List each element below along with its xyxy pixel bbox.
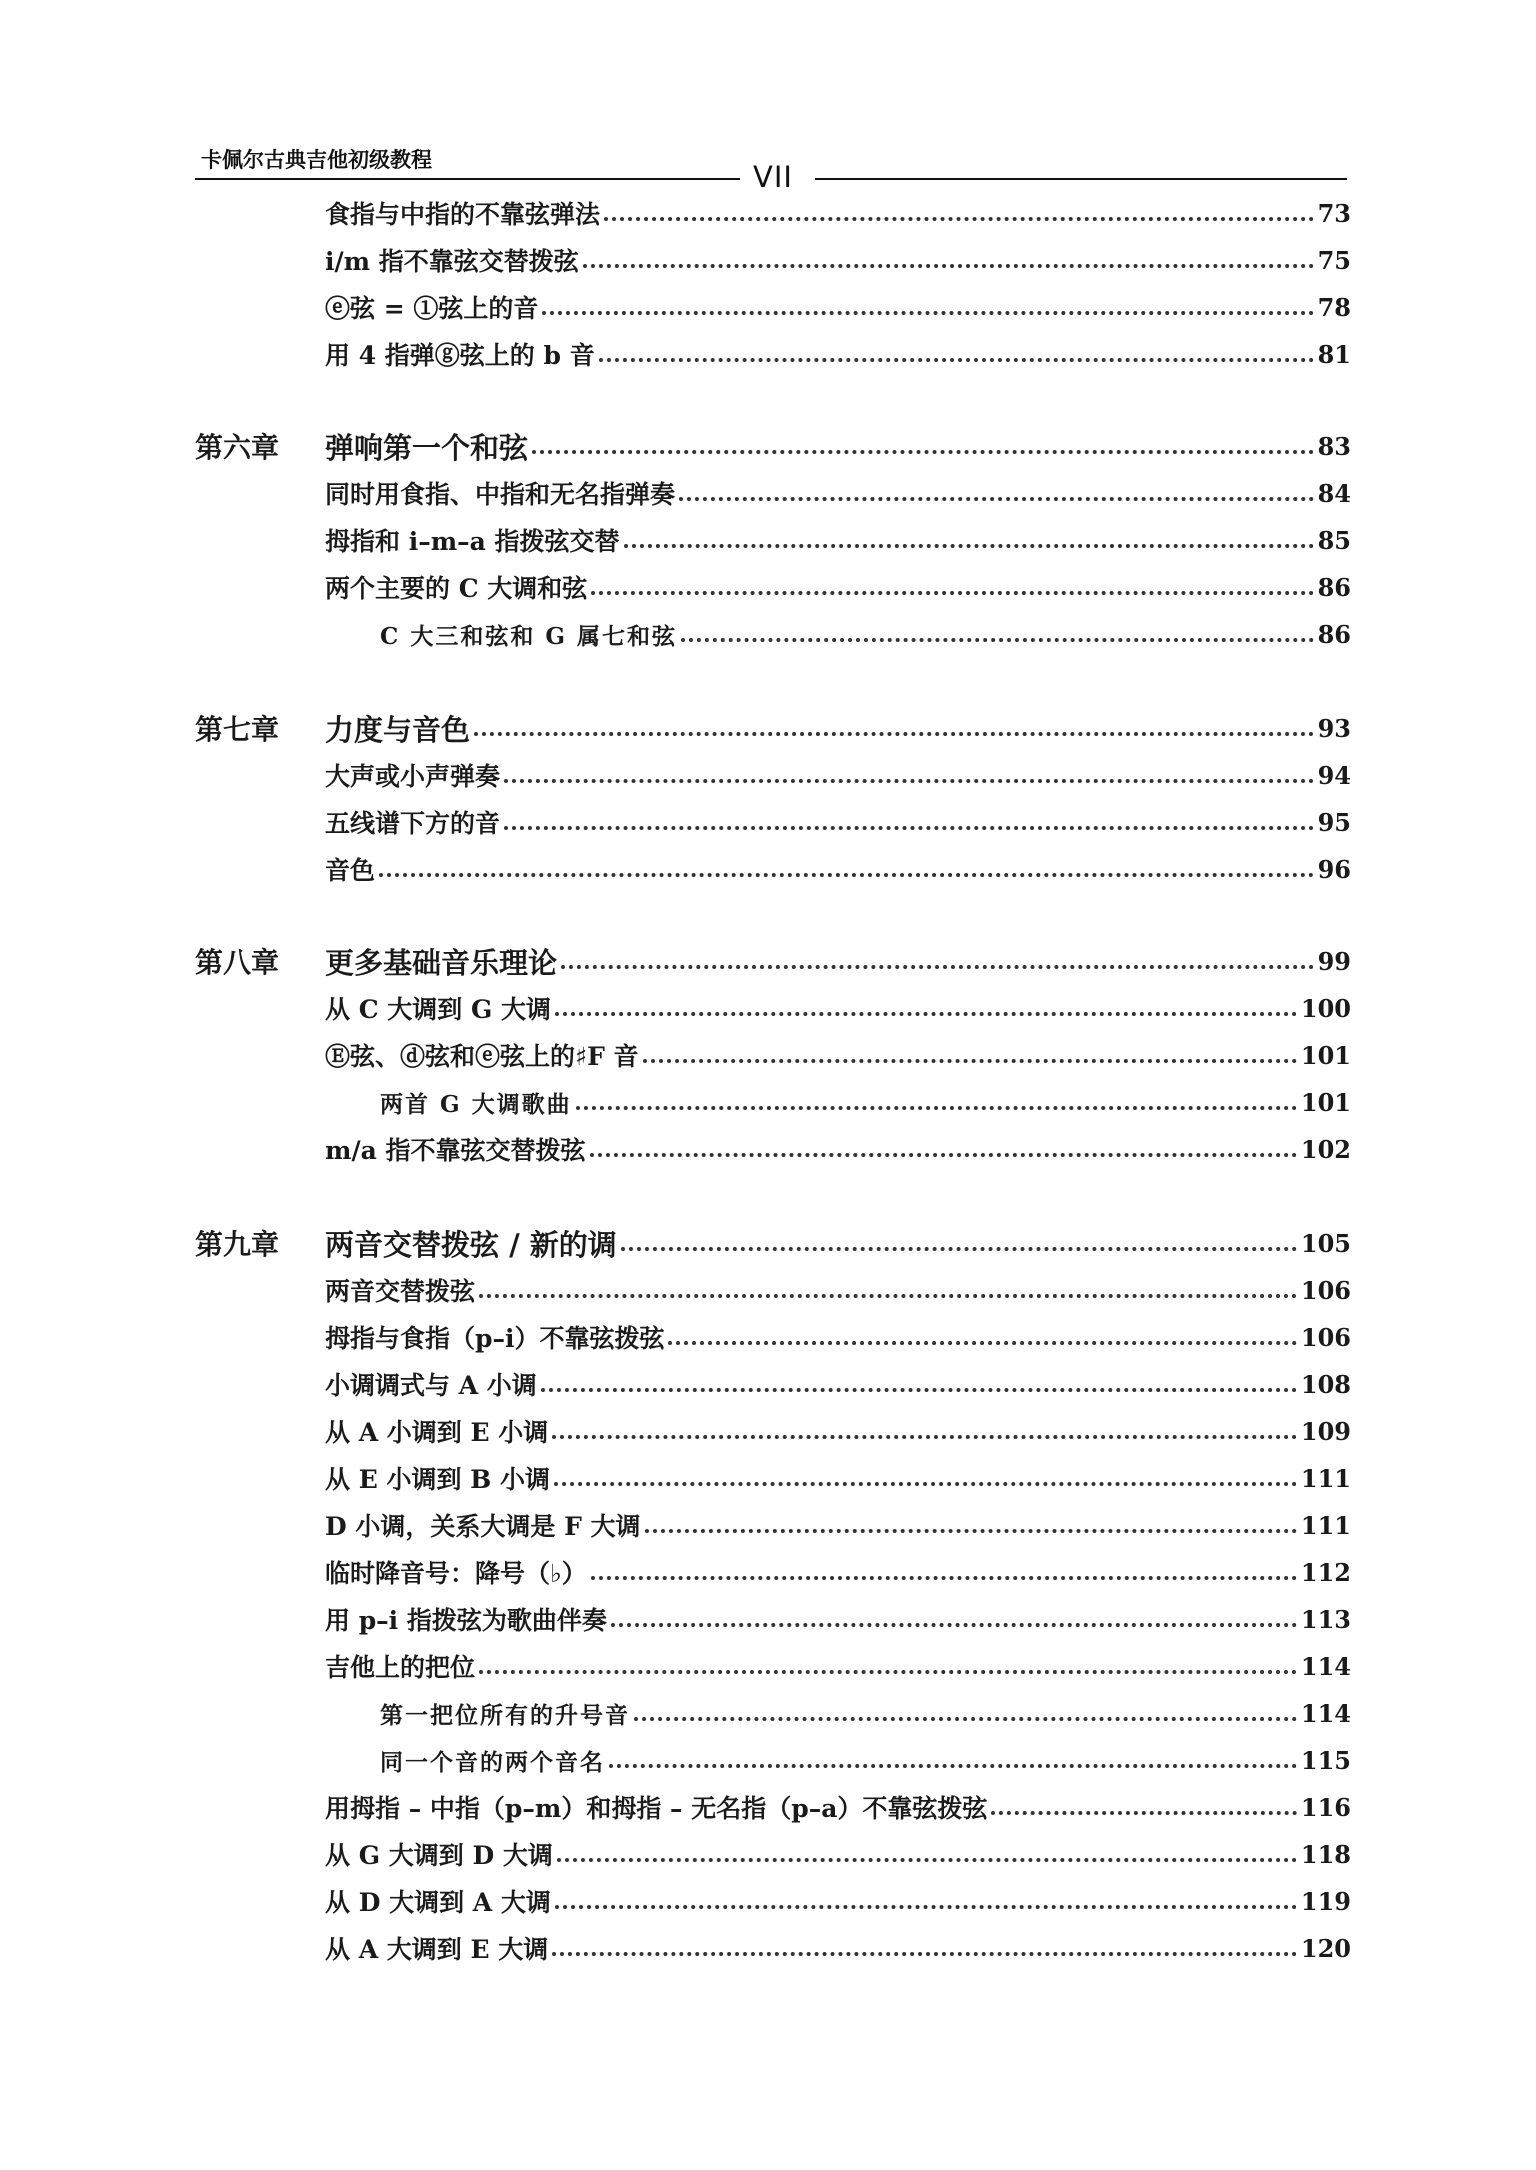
toc-entry [325, 1646, 1351, 1686]
toc-entry [325, 1035, 1351, 1075]
chapter-label: 第七章 [195, 713, 280, 746]
entry-page: 112 [1300, 1557, 1351, 1587]
toc-entry [325, 1928, 1351, 1968]
entry-title: 大声或小声弹奏 [325, 762, 501, 791]
dot-leader [609, 1764, 1297, 1768]
entry-page: 93 [1317, 713, 1351, 743]
toc-subentry [380, 614, 1351, 654]
entry-page: 81 [1317, 339, 1351, 369]
entry-page: 73 [1317, 198, 1351, 228]
toc-entry [325, 193, 1351, 233]
entry-page: 119 [1300, 1886, 1351, 1916]
entry-page: 85 [1317, 525, 1351, 555]
entry-page: 106 [1300, 1322, 1351, 1352]
entry-page: 95 [1317, 807, 1351, 837]
dot-leader [611, 1623, 1297, 1627]
entry-page: 83 [1317, 431, 1351, 461]
entry-page: 86 [1317, 619, 1351, 649]
entry-title: 从 A 小调到 E 小调 [325, 1418, 549, 1447]
toc-chapter [195, 708, 1351, 748]
dot-leader [621, 1247, 1297, 1251]
entry-title: 两音交替拨弦 / 新的调 [325, 1227, 617, 1262]
entry-page: 78 [1317, 292, 1351, 322]
entry-page: 84 [1317, 478, 1351, 508]
entry-title: i/m 指不靠弦交替拨弦 [325, 247, 579, 276]
toc-subentry [380, 1693, 1351, 1733]
dot-leader [681, 638, 1314, 642]
entry-title: D 小调，关系大调是 F 大调 [325, 1512, 641, 1541]
dot-leader [668, 1341, 1296, 1345]
dot-leader [552, 1435, 1297, 1439]
entry-page: 102 [1300, 1134, 1351, 1164]
entry-title: 音色 [325, 856, 376, 885]
entry-title: 同时用食指、中指和无名指弹奏 [325, 480, 676, 509]
entry-title: 拇指和 i–m–a 指拨弦交替 [325, 527, 620, 556]
entry-title: 两首 G 大调歌曲 [380, 1090, 572, 1118]
dot-leader [590, 1153, 1297, 1157]
toc-entry [325, 1317, 1351, 1357]
toc-entry [325, 1834, 1351, 1874]
toc-entry [325, 473, 1351, 513]
entry-title: 五线谱下方的音 [325, 809, 501, 838]
chapter-label: 第六章 [195, 431, 280, 464]
entry-title: 同一个音的两个音名 [380, 1748, 605, 1776]
chapter-label: 第八章 [195, 946, 280, 979]
toc-entry [325, 287, 1351, 327]
entry-title: 吉他上的把位 [325, 1653, 476, 1682]
entry-title: 从 D 大调到 A 大调 [325, 1888, 551, 1917]
toc-entry [325, 802, 1351, 842]
entry-title: 弹响第一个和弦 [325, 430, 529, 465]
toc-entry [325, 1599, 1351, 1639]
entry-title: 两个主要的 C 大调和弦 [325, 574, 588, 603]
toc-entry [325, 520, 1351, 560]
toc-entry [325, 755, 1351, 795]
dot-leader [645, 1529, 1297, 1533]
entry-page: 109 [1300, 1416, 1351, 1446]
entry-page: 118 [1300, 1839, 1351, 1869]
entry-title: C 大三和弦和 G 属七和弦 [380, 622, 677, 650]
entry-page: 113 [1300, 1604, 1351, 1634]
toc-entry [325, 1411, 1351, 1451]
dot-leader [504, 826, 1314, 830]
toc-entry [325, 334, 1351, 374]
toc-entry [325, 849, 1351, 889]
entry-title: 拇指与食指（p–i）不靠弦拨弦 [325, 1324, 665, 1353]
dot-leader [555, 1012, 1297, 1016]
dot-leader [557, 1858, 1297, 1862]
entry-page: 99 [1317, 946, 1351, 976]
dot-leader [634, 1717, 1297, 1721]
entry-title: 从 A 大调到 E 大调 [325, 1935, 549, 1964]
toc-entry [325, 1787, 1351, 1827]
dot-leader [591, 591, 1313, 595]
dot-leader [479, 1670, 1297, 1674]
toc-chapter [195, 426, 1351, 466]
dot-leader [599, 358, 1314, 362]
entry-title: m/a 指不靠弦交替拨弦 [325, 1136, 586, 1165]
entry-page: 114 [1300, 1698, 1351, 1728]
entry-page: 86 [1317, 572, 1351, 602]
entry-title: ⓔ弦 = ①弦上的音 [325, 294, 539, 323]
entry-title: 食指与中指的不靠弦弹法 [325, 200, 601, 229]
toc-entry [325, 1458, 1351, 1498]
entry-page: 111 [1300, 1510, 1351, 1540]
entry-title: 从 E 小调到 B 小调 [325, 1465, 551, 1494]
dot-leader [554, 1482, 1297, 1486]
dot-leader [679, 497, 1314, 501]
entry-page: 105 [1300, 1228, 1351, 1258]
dot-leader [479, 1294, 1297, 1298]
book-title: 卡佩尔古典吉他初级教程 [201, 148, 432, 172]
toc-entry [325, 240, 1351, 280]
dot-leader [604, 217, 1314, 221]
dot-leader [504, 779, 1314, 783]
toc-chapter [195, 1223, 1351, 1263]
toc-entry [325, 1505, 1351, 1545]
entry-title: 更多基础音乐理论 [325, 945, 558, 980]
entry-page: 116 [1300, 1792, 1351, 1822]
entry-page: 114 [1300, 1651, 1351, 1681]
dot-leader [532, 450, 1314, 454]
entry-page: 94 [1317, 760, 1351, 790]
entry-title: 用 p–i 指拨弦为歌曲伴奏 [325, 1606, 607, 1635]
toc-subentry [380, 1082, 1351, 1122]
entry-title: 从 G 大调到 D 大调 [325, 1841, 553, 1870]
dot-leader [643, 1059, 1297, 1063]
entry-page: 106 [1300, 1275, 1351, 1305]
dot-leader [379, 873, 1314, 877]
entry-page: 108 [1300, 1369, 1351, 1399]
entry-title: 用拇指 – 中指（p–m）和拇指 – 无名指（p–a）不靠弦拨弦 [325, 1794, 988, 1823]
dot-leader [583, 264, 1314, 268]
dot-leader [555, 1905, 1297, 1909]
dot-leader [552, 1952, 1297, 1956]
dot-leader [542, 311, 1313, 315]
entry-title: 临时降音号：降号（♭） [325, 1559, 587, 1588]
toc-entry [325, 1270, 1351, 1310]
dot-leader [991, 1811, 1296, 1815]
toc-subentry [380, 1740, 1351, 1780]
entry-page: 100 [1300, 993, 1351, 1023]
entry-title: 两音交替拨弦 [325, 1277, 476, 1306]
entry-title: 力度与音色 [325, 712, 471, 747]
entry-page: 101 [1300, 1087, 1351, 1117]
toc-entry [325, 1364, 1351, 1404]
toc-entry [325, 988, 1351, 1028]
page-number: VII [753, 160, 793, 194]
entry-title: Ⓔ弦、ⓓ弦和ⓔ弦上的♯F 音 [325, 1042, 639, 1071]
dot-leader [561, 965, 1314, 969]
dot-leader [576, 1106, 1297, 1110]
chapter-label: 第九章 [195, 1228, 280, 1261]
entry-title: 用 4 指弹ⓖ弦上的 b 音 [325, 341, 595, 370]
entry-page: 96 [1317, 854, 1351, 884]
dot-leader [591, 1576, 1297, 1580]
entry-page: 101 [1300, 1040, 1351, 1070]
toc-chapter [195, 941, 1351, 981]
entry-title: 第一把位所有的升号音 [380, 1701, 630, 1729]
toc-entry [325, 567, 1351, 607]
toc-entry [325, 1552, 1351, 1592]
entry-page: 115 [1300, 1745, 1351, 1775]
entry-page: 75 [1317, 245, 1351, 275]
entry-title: 小调调式与 A 小调 [325, 1371, 537, 1400]
dot-leader [474, 732, 1314, 736]
toc-entry [325, 1881, 1351, 1921]
entry-page: 111 [1300, 1463, 1351, 1493]
dot-leader [541, 1388, 1297, 1392]
toc-entry [325, 1129, 1351, 1169]
entry-title: 从 C 大调到 G 大调 [325, 995, 552, 1024]
dot-leader [624, 544, 1314, 548]
entry-page: 120 [1300, 1933, 1351, 1963]
